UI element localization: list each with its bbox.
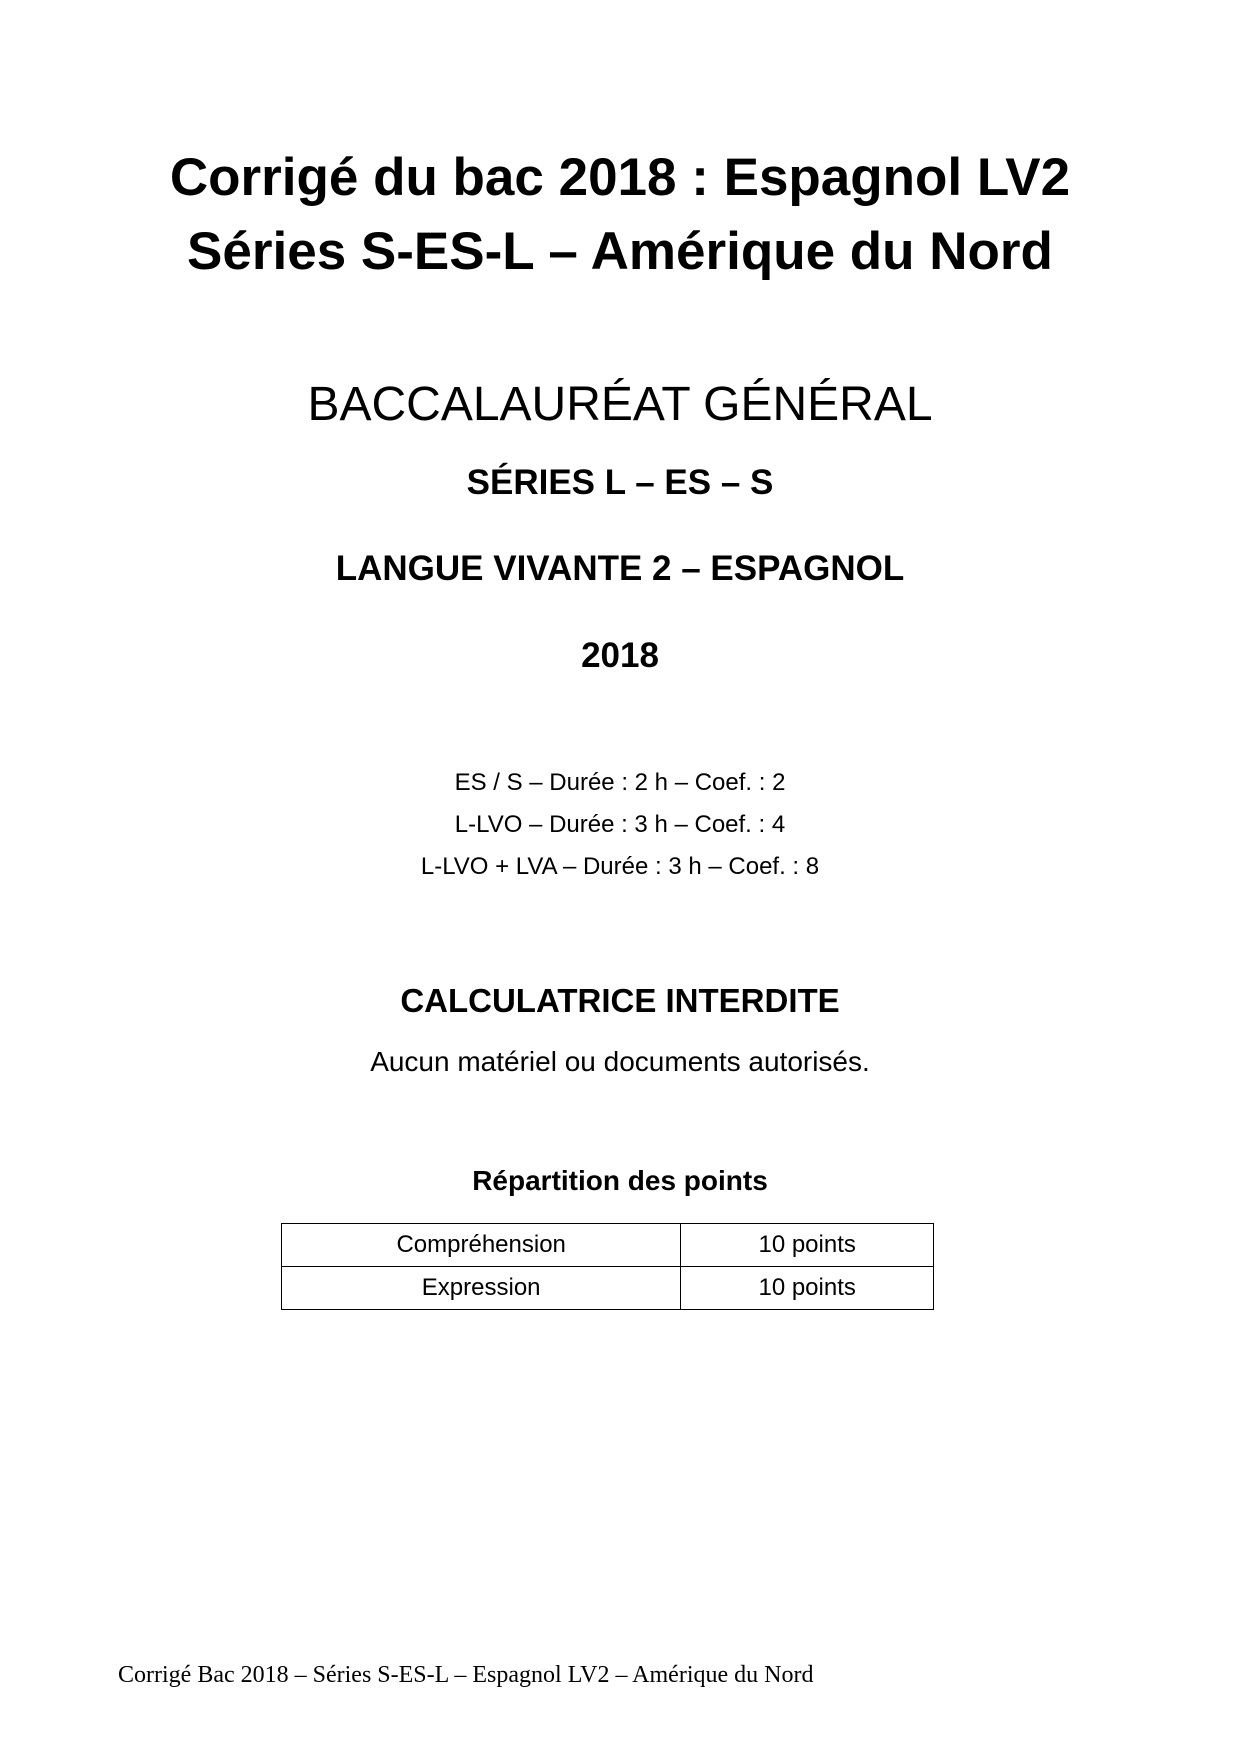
duration-line: ES / S – Durée : 2 h – Coef. : 2 bbox=[454, 769, 786, 796]
duration-line: L-LVO – Durée : 3 h – Coef. : 4 bbox=[454, 811, 786, 838]
materials-notice: Aucun matériel ou documents autorisés. bbox=[370, 1046, 870, 1077]
exam-name: BACCALAURÉAT GÉNÉRAL bbox=[307, 378, 933, 431]
points-value-cell: 10 points bbox=[681, 1267, 934, 1310]
points-heading: Répartition des points bbox=[472, 1165, 768, 1196]
duration-line: L-LVO + LVA – Durée : 3 h – Coef. : 8 bbox=[420, 853, 820, 880]
points-label-cell: Compréhension bbox=[282, 1224, 681, 1267]
points-label-cell: Expression bbox=[282, 1267, 681, 1310]
points-table bbox=[281, 1223, 934, 1310]
points-value-cell: 10 points bbox=[681, 1224, 934, 1267]
table-row bbox=[282, 1224, 934, 1267]
page-title-line-1: Corrigé du bac 2018 : Espagnol LV2 bbox=[169, 148, 1071, 207]
exam-year: 2018 bbox=[581, 636, 659, 675]
exam-series: SÉRIES L – ES – S bbox=[466, 463, 774, 502]
table-row bbox=[282, 1267, 934, 1310]
page-footer: Corrigé Bac 2018 – Séries S-ES-L – Espagnol LV2 – Amérique du Nord bbox=[118, 1662, 814, 1688]
calculator-notice: CALCULATRICE INTERDITE bbox=[400, 982, 840, 1019]
exam-subject: LANGUE VIVANTE 2 – ESPAGNOL bbox=[335, 549, 905, 588]
page-title-line-2: Séries S-ES-L – Amérique du Nord bbox=[187, 222, 1053, 281]
